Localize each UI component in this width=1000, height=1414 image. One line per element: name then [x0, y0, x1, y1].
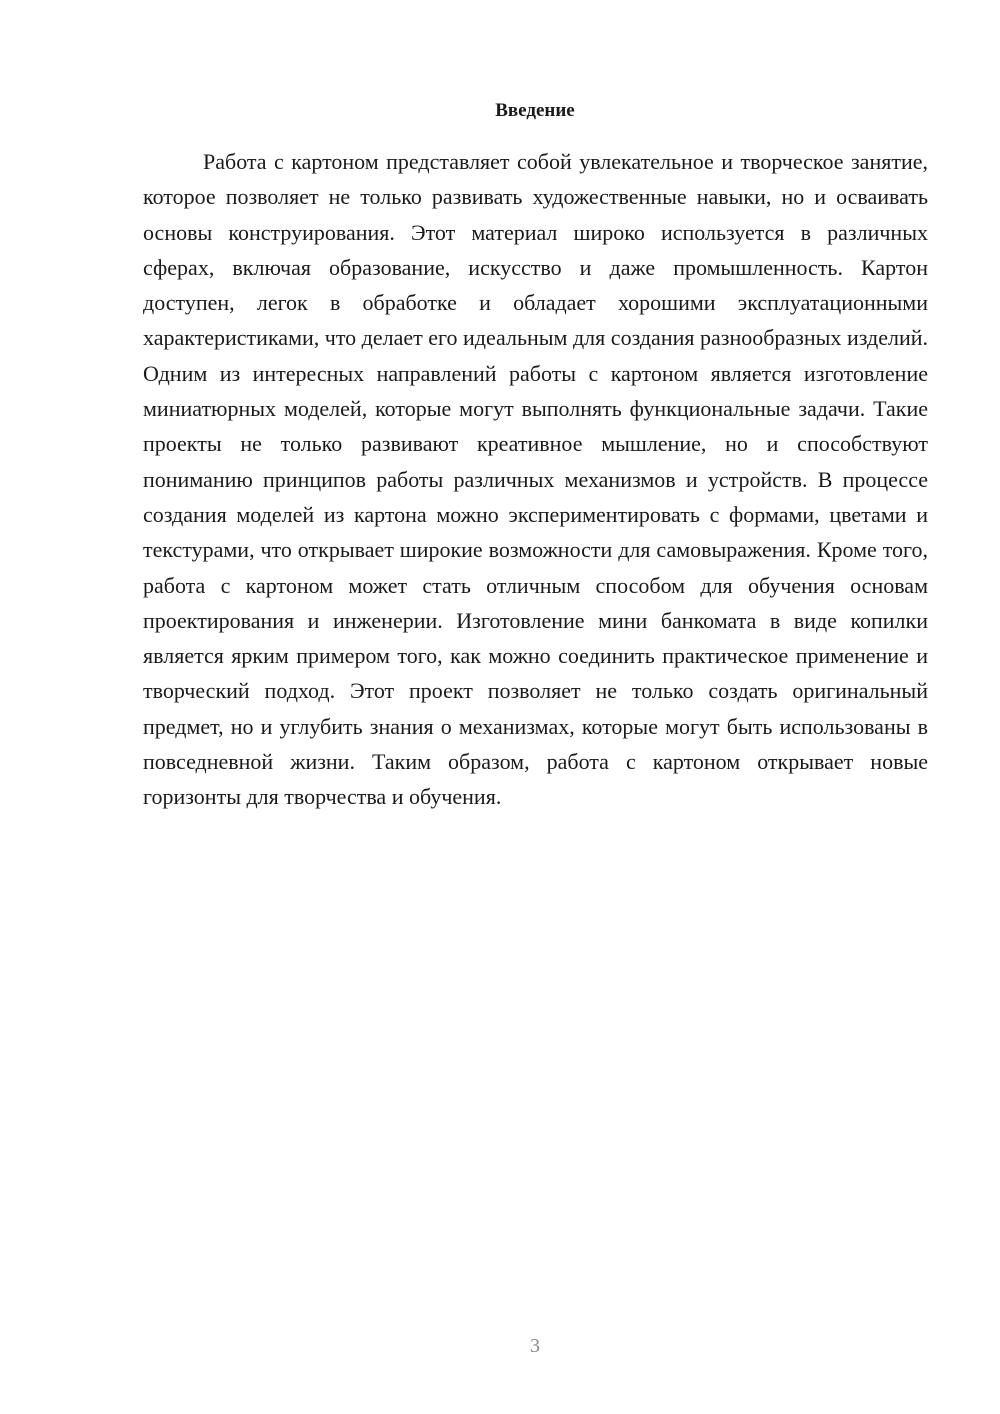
page-number: 3: [530, 1335, 540, 1357]
section-title: Введение: [495, 100, 575, 121]
body-paragraph: Работа с картоном представляет собой увлекательное и творческое занятие, которое позволяет не только развивать художественные навыки, но и осваивать основы конструирования. Этот материал широко используется в различных сферах, включая образование, искусство и даже промышленность. Картон доступен, легок в обработке и обладает хорошими эксплуатационными характеристиками, что делает его идеальным для создания разнообразных изделий. Одним из интересных направлений работы с картоном является изготовление миниатюрных моделей, которые могут выполнять функциональные задачи. Такие проекты не только развивают креативное мышление, но и способствуют пониманию принципов работы различных механизмов и устройств. В процессе создания моделей из картона можно экспериментировать с формами, цветами и текстурами, что открывает широкие возможности для самовыражения. Кроме того, работа с картоном может стать отличным способом для обучения основам проектирования и инженерии. Изготовление мини банкомата в виде копилки является ярким примером того, как можно соединить практическое применение и творческий подход. Этот проект позволяет не только создать оригинальный предмет, но и углубить знания о механизмах, которые могут быть использованы в повседневной жизни. Таким образом, работа с картоном открывает новые горизонты для творчества и обучения.: [143, 149, 928, 810]
